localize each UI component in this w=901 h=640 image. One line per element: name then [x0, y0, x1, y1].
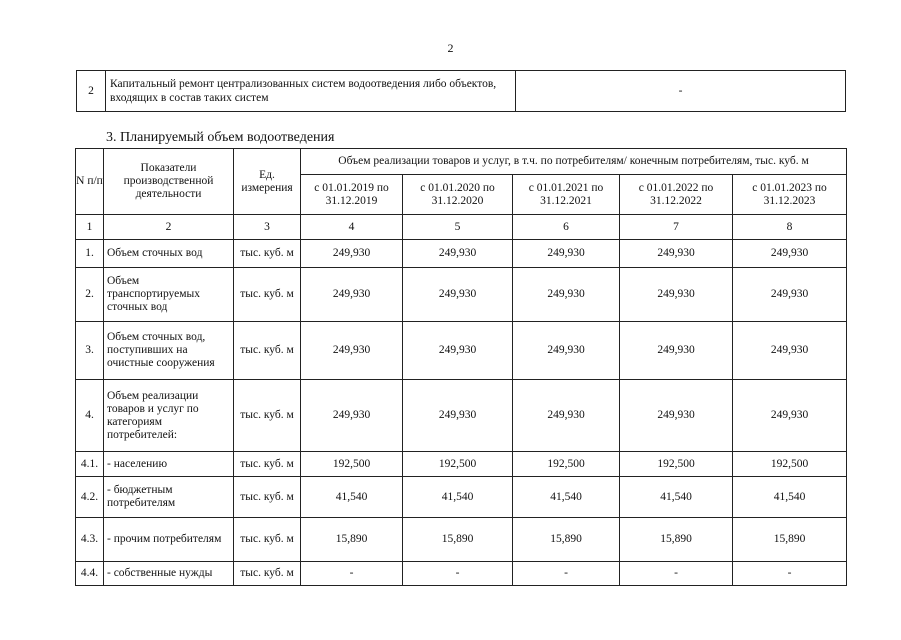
row-indicator: - собственные нужды	[104, 562, 234, 586]
row-number: 1.	[76, 240, 104, 268]
row-value: -	[301, 562, 403, 586]
page-number: 2	[447, 41, 454, 55]
row-value: 192,500	[403, 452, 513, 477]
row-unit: тыс. куб. м	[234, 268, 301, 322]
row-number: 4.1.	[76, 452, 104, 477]
index-row	[76, 215, 847, 240]
row-value: 249,930	[301, 322, 403, 380]
row-unit: тыс. куб. м	[234, 380, 301, 452]
row-value: 249,930	[403, 268, 513, 322]
row-value: 249,930	[513, 322, 620, 380]
row-number: 4.2.	[76, 477, 104, 518]
row-value: 15,890	[620, 518, 733, 562]
row-value: 249,930	[513, 268, 620, 322]
row-value: 15,890	[301, 518, 403, 562]
row-unit: тыс. куб. м	[234, 240, 301, 268]
column-index: 4	[301, 215, 403, 240]
column-index: 7	[620, 215, 733, 240]
row-indicator: - населению	[104, 452, 234, 477]
table-row	[76, 518, 847, 562]
table-row	[76, 268, 847, 322]
row-unit: тыс. куб. м	[234, 322, 301, 380]
row-value: -	[403, 562, 513, 586]
table-row	[77, 71, 846, 112]
row-value: 249,930	[733, 268, 847, 322]
row-value: 249,930	[620, 380, 733, 452]
row-value: 15,890	[733, 518, 847, 562]
row-number: 4.4.	[76, 562, 104, 586]
header-num: N п/п	[76, 149, 104, 215]
row-value: -	[516, 71, 846, 112]
column-index: 3	[234, 215, 301, 240]
row-value: 249,930	[620, 240, 733, 268]
column-index: 5	[403, 215, 513, 240]
row-value: -	[620, 562, 733, 586]
header-indicator: Показатели производственной деятельности	[104, 149, 234, 215]
row-unit: тыс. куб. м	[234, 518, 301, 562]
header-unit: Ед. измерения	[234, 149, 301, 215]
table-row	[76, 562, 847, 586]
row-value: 249,930	[301, 380, 403, 452]
table-row	[76, 452, 847, 477]
row-value: 41,540	[620, 477, 733, 518]
row-value: 249,930	[403, 322, 513, 380]
header-group: Объем реализации товаров и услуг, в т.ч. по потребителям/ конечным потребителям, тыс. куб. м	[301, 149, 847, 175]
section-title: 3. Планируемый объем водоотведения	[106, 130, 335, 145]
header-period: с 01.01.2023 по 31.12.2023	[733, 175, 847, 215]
row-indicator: - бюджетным потребителям	[104, 477, 234, 518]
row-value: 249,930	[733, 380, 847, 452]
row-value: 192,500	[513, 452, 620, 477]
row-unit: тыс. куб. м	[234, 452, 301, 477]
row-value: 192,500	[301, 452, 403, 477]
table-row	[76, 380, 847, 452]
row-indicator: Объем сточных вод, поступивших на очистные сооружения	[104, 322, 234, 380]
row-value: 249,930	[620, 268, 733, 322]
column-index: 8	[733, 215, 847, 240]
header-period: с 01.01.2022 по 31.12.2022	[620, 175, 733, 215]
row-value: 249,930	[513, 380, 620, 452]
row-number: 4.	[76, 380, 104, 452]
row-indicator: - прочим потребителям	[104, 518, 234, 562]
row-value: 41,540	[513, 477, 620, 518]
table-row	[76, 477, 847, 518]
row-value: 192,500	[733, 452, 847, 477]
row-value: 249,930	[301, 268, 403, 322]
column-index: 6	[513, 215, 620, 240]
row-value: 249,930	[620, 322, 733, 380]
row-value: 192,500	[620, 452, 733, 477]
row-value: 249,930	[733, 240, 847, 268]
row-value: 41,540	[301, 477, 403, 518]
row-number: 2.	[76, 268, 104, 322]
row-unit: тыс. куб. м	[234, 477, 301, 518]
row-value: 15,890	[403, 518, 513, 562]
row-number: 4.3.	[76, 518, 104, 562]
row-value: 41,540	[733, 477, 847, 518]
table-row	[76, 322, 847, 380]
column-index: 2	[104, 215, 234, 240]
header-period: с 01.01.2020 по 31.12.2020	[403, 175, 513, 215]
column-index: 1	[76, 215, 104, 240]
row-number: 3.	[76, 322, 104, 380]
row-value: 15,890	[513, 518, 620, 562]
row-value: -	[513, 562, 620, 586]
header-row	[76, 149, 847, 175]
row-value: 41,540	[403, 477, 513, 518]
row-value: -	[733, 562, 847, 586]
row-number: 2	[77, 71, 106, 112]
header-period: с 01.01.2019 по 31.12.2019	[301, 175, 403, 215]
header-period: с 01.01.2021 по 31.12.2021	[513, 175, 620, 215]
row-unit: тыс. куб. м	[234, 562, 301, 586]
row-description: Капитальный ремонт централизованных систем водоотведения либо объектов, входящих в состав таких систем	[106, 71, 516, 112]
table-row	[76, 240, 847, 268]
row-indicator: Объем реализации товаров и услуг по категориям потребителей:	[104, 380, 234, 452]
wastewater-volume-table	[75, 148, 847, 586]
row-indicator: Объем транспортируемых сточных вод	[104, 268, 234, 322]
row-value: 249,930	[403, 240, 513, 268]
row-value: 249,930	[733, 322, 847, 380]
row-value: 249,930	[403, 380, 513, 452]
row-indicator: Объем сточных вод	[104, 240, 234, 268]
row-value: 249,930	[301, 240, 403, 268]
row-value: 249,930	[513, 240, 620, 268]
previous-section-table	[76, 70, 846, 112]
